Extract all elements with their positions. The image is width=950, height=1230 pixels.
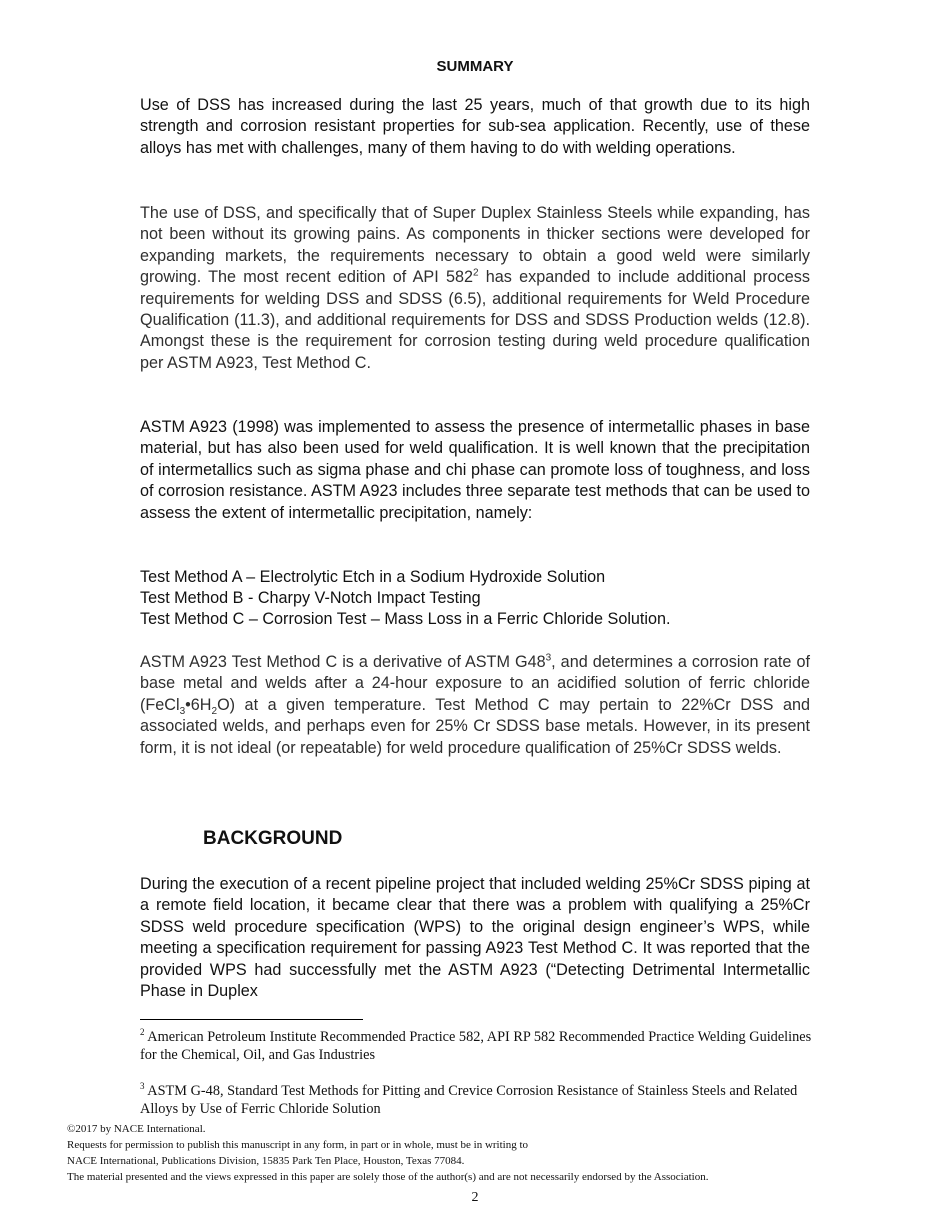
summary-paragraph-2-text-b: has expanded to include additional process requirements for welding DSS and SDSS (6.5), additional requirements for Weld Procedure Qualification (11.3), and additional requirements for DSS and SDSS Production welds (12.8). Amongst these is the requirement for corrosion testing during weld procedure qualification per ASTM A923, Test Method C. xyxy=(140,268,810,372)
footnote-text: ASTM G-48, Standard Test Methods for Pitting and Crevice Corrosion Resistance of Stainless Steels and Related Alloys by Use of Ferric Chloride Solution xyxy=(140,1083,798,1117)
footnote-text: American Petroleum Institute Recommended Practice 582, API RP 582 Recommended Practice Welding Guidelines for the Chemical, Oil, and Gas Industries xyxy=(140,1029,812,1063)
chem-subscript: 3 xyxy=(179,706,186,718)
summary-paragraph-4 xyxy=(140,652,810,759)
section-heading-background: BACKGROUND xyxy=(203,828,343,849)
test-method-item: Test Method B - Charpy V-Notch Impact Testing xyxy=(140,589,481,607)
summary-paragraph-3: ASTM A923 (1998) was implemented to assess the presence of intermetallic phases in base material, but has also been used for weld qualification. It is well known that the precipitation of intermetallics such as sigma phase and chi phase can promote loss of toughness, and loss of corrosion resistance. ASTM A923 includes three separate test methods that can be used to assess the extent of intermetallic precipitation, namely: xyxy=(140,418,810,522)
summary-paragraph-4-text-c: •6H xyxy=(185,695,212,714)
footnote-3 xyxy=(140,1082,815,1118)
summary-paragraph-2-text-a: The use of DSS, and specifically that of Super Duplex Stainless Steels while expanding, has not been without its growing pains. As components in thicker sections were developed for expanding markets, the requirements necessary to obtain a good weld were similarly growing. The most recent edition of API 582 xyxy=(140,204,810,287)
test-method-item: Test Method A – Electrolytic Etch in a Sodium Hydroxide Solution xyxy=(140,568,606,586)
summary-paragraph-4-text-b: , and determines a corrosion rate of base metal and welds after a 24-hour exposure to an acidified solution of ferric chloride (FeCl xyxy=(140,653,810,714)
footnote-ref-2[interactable]: 2 xyxy=(472,267,479,279)
test-method-item: Test Method C – Corrosion Test – Mass Loss in a Ferric Chloride Solution. xyxy=(140,610,671,628)
section-title-summary: SUMMARY xyxy=(436,58,514,75)
footnote-2 xyxy=(140,1028,815,1064)
footnote-ref-3[interactable]: 3 xyxy=(545,652,552,664)
summary-paragraph-2 xyxy=(140,203,810,374)
legal-line-permission: Requests for permission to publish this manuscript in any form, in part or in whole, must be in writing to xyxy=(67,1139,529,1151)
page-number: 2 xyxy=(471,1190,479,1205)
chem-subscript: 2 xyxy=(211,706,218,718)
footnote-number: 3 xyxy=(140,1081,145,1092)
legal-line-copyright: ©2017 by NACE International. xyxy=(67,1123,206,1135)
summary-paragraph-4-text-a: ASTM A923 Test Method C is a derivative of ASTM G48 xyxy=(140,653,546,671)
footnote-number: 2 xyxy=(140,1027,145,1038)
summary-paragraph-1: Use of DSS has increased during the last 25 years, much of that growth due to its high strength and corrosion resistant properties for sub-sea application. Recently, use of these alloys has met with challenges, many of them having to do with welding operations. xyxy=(140,96,810,157)
background-paragraph-1: During the execution of a recent pipeline project that included welding 25%Cr SDSS piping at a remote field location, it became clear that there was a problem with qualifying a 25%Cr SDSS weld procedure specification (WPS) to the original design engineer’s WPS, while meeting a specification requirement for passing A923 Test Method C. It was reported that the provided WPS had successfully met the ASTM A923 (“Detecting Detrimental Intermetallic Phase in Duplex xyxy=(140,875,810,1001)
legal-line-disclaimer: The material presented and the views expressed in this paper are solely those of the author(s) and are not necessarily endorsed by the Association. xyxy=(67,1171,709,1183)
footnote-divider xyxy=(140,1019,363,1020)
test-method-list xyxy=(140,567,810,630)
summary-paragraph-4-text-d: O) at a given temperature. Test Method C may pertain to 22%Cr DSS and associated welds, and perhaps even for 25% Cr SDSS base metals. However, in its present form, it is not ideal (or repeatable) for weld procedure qualification of 25%Cr SDSS welds. xyxy=(140,695,810,757)
legal-line-address: NACE International, Publications Division, 15835 Park Ten Place, Houston, Texas 77084. xyxy=(67,1155,465,1167)
